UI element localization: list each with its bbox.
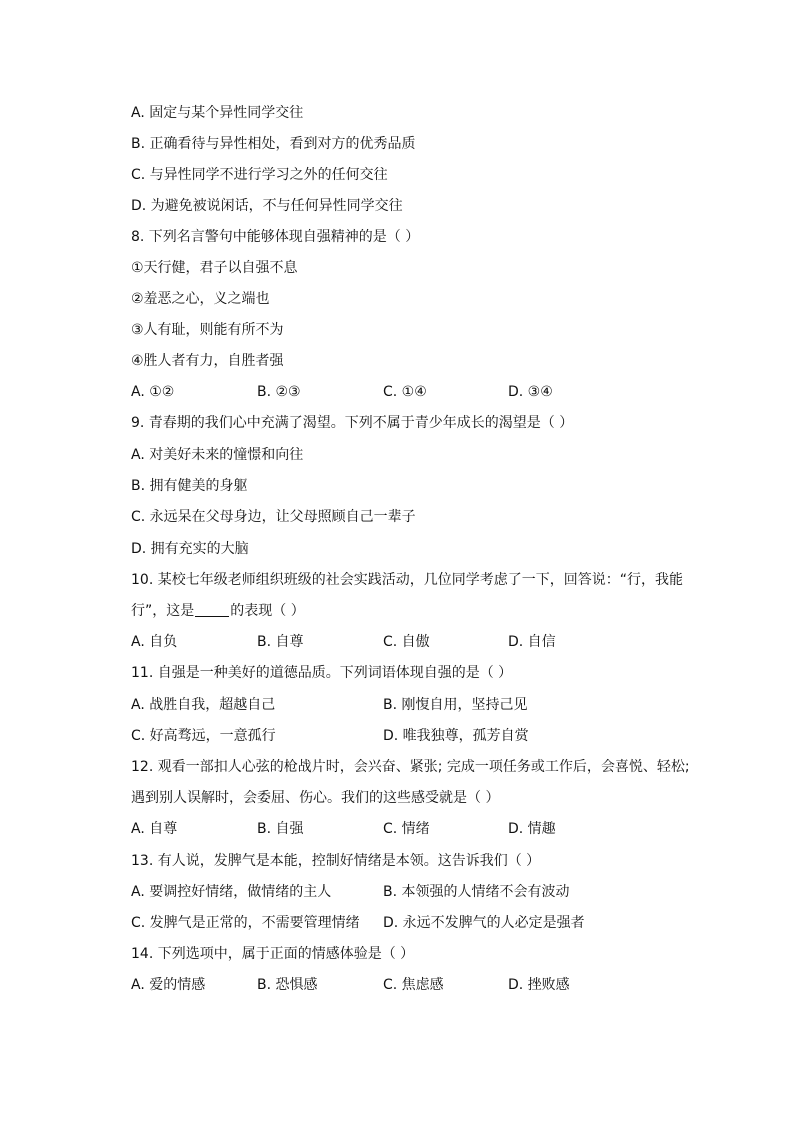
q14-stem: 14. 下列选项中，属于正面的情感体验是（ ）: [131, 946, 415, 962]
q8-statement-2: ②羞恶之心，义之端也: [131, 291, 270, 307]
q9-option-c: C. 永远呆在父母身边，让父母照顾自己一辈子: [131, 509, 416, 525]
q9-option-b: B. 拥有健美的身躯: [131, 478, 248, 494]
q9-option-a: A. 对美好未来的憧憬和向往: [131, 447, 304, 463]
q13-options-row1: [131, 881, 691, 903]
q12-stem-line1: 12. 观看一部扣人心弦的枪战片时，会兴奋、紧张; 完成一项任务或工作后，会喜悦、轻松;: [131, 759, 690, 775]
q9-stem: 9. 青春期的我们心中充满了渴望。下列不属于青少年成长的渴望是（ ）: [131, 415, 574, 431]
q11-options-row2: [131, 725, 691, 747]
q14-option-b: B. 恐惧感: [257, 977, 318, 993]
q13-stem: 13. 有人说，发脾气是本能，控制好情绪是本领。这告诉我们（ ）: [131, 853, 541, 869]
q8-statement-1: ①天行健，君子以自强不息: [131, 260, 298, 276]
q13-options-row2: [131, 912, 691, 934]
q12-stem-line2: 遇到别人误解时，会委屈、伤心。我们的这些感受就是（ ）: [131, 790, 500, 806]
q10-option-c: C. 自傲: [383, 634, 430, 650]
q10-stem-line2: [131, 600, 305, 622]
q13-option-a: A. 要调控好情绪，做情绪的主人: [131, 884, 332, 900]
q10-stem-part1: 行”，这是: [131, 603, 195, 619]
q8-statement-3: ③人有耻，则能有所不为: [131, 322, 284, 338]
q12-option-d: D. 情趣: [508, 821, 556, 837]
q9-option-d: D. 拥有充实的大脑: [131, 541, 249, 557]
q8-option-a: A. ①②: [131, 384, 175, 400]
q7-option-b: B. 正确看待与异性相处，看到对方的优秀品质: [131, 136, 416, 152]
q14-options: [131, 974, 691, 996]
q11-option-d: D. 唯我独尊，孤芳自赏: [383, 728, 529, 744]
q10-answer-blank: [195, 602, 229, 617]
q7-option-d: D. 为避免被说闲话，不与任何异性同学交往: [131, 198, 403, 214]
q10-option-d: D. 自信: [508, 634, 556, 650]
q11-option-b: B. 刚愎自用，坚持己见: [383, 697, 528, 713]
q10-options: [131, 631, 691, 653]
q10-option-b: B. 自尊: [257, 634, 304, 650]
q11-option-a: A. 战胜自我，超越自己: [131, 697, 276, 713]
q12-options: [131, 818, 691, 840]
q13-option-d: D. 永远不发脾气的人必定是强者: [383, 915, 585, 931]
q8-stem: 8. 下列名言警句中能够体现自强精神的是（ ）: [131, 229, 420, 245]
q8-options: [131, 381, 691, 403]
q8-statement-4: ④胜人者有力，自胜者强: [131, 353, 284, 369]
q13-option-c: C. 发脾气是正常的，不需要管理情绪: [131, 915, 360, 931]
q7-option-c: C. 与异性同学不进行学习之外的任何交往: [131, 167, 388, 183]
q8-option-c: C. ①④: [383, 384, 427, 400]
q14-option-a: A. 爱的情感: [131, 977, 206, 993]
q12-option-a: A. 自尊: [131, 821, 178, 837]
q10-stem-line1: 10. 某校七年级老师组织班级的社会实践活动，几位同学考虑了一下，回答说：“行，我能: [131, 572, 683, 588]
q8-option-d: D. ③④: [508, 384, 553, 400]
q14-option-c: C. 焦虑感: [383, 977, 444, 993]
q12-option-c: C. 情绪: [383, 821, 430, 837]
q14-option-d: D. 挫败感: [508, 977, 570, 993]
q11-option-c: C. 好高骛远，一意孤行: [131, 728, 276, 744]
q11-options-row1: [131, 694, 691, 716]
q7-option-a: A. 固定与某个异性同学交往: [131, 105, 304, 121]
q12-option-b: B. 自强: [257, 821, 304, 837]
q8-option-b: B. ②③: [257, 384, 301, 400]
q10-stem-part2: 的表现（ ）: [230, 603, 305, 619]
q10-option-a: A. 自负: [131, 634, 178, 650]
q13-option-b: B. 本领强的人情绪不会有波动: [383, 884, 570, 900]
q11-stem: 11. 自强是一种美好的道德品质。下列词语体现自强的是（ ）: [131, 665, 513, 681]
